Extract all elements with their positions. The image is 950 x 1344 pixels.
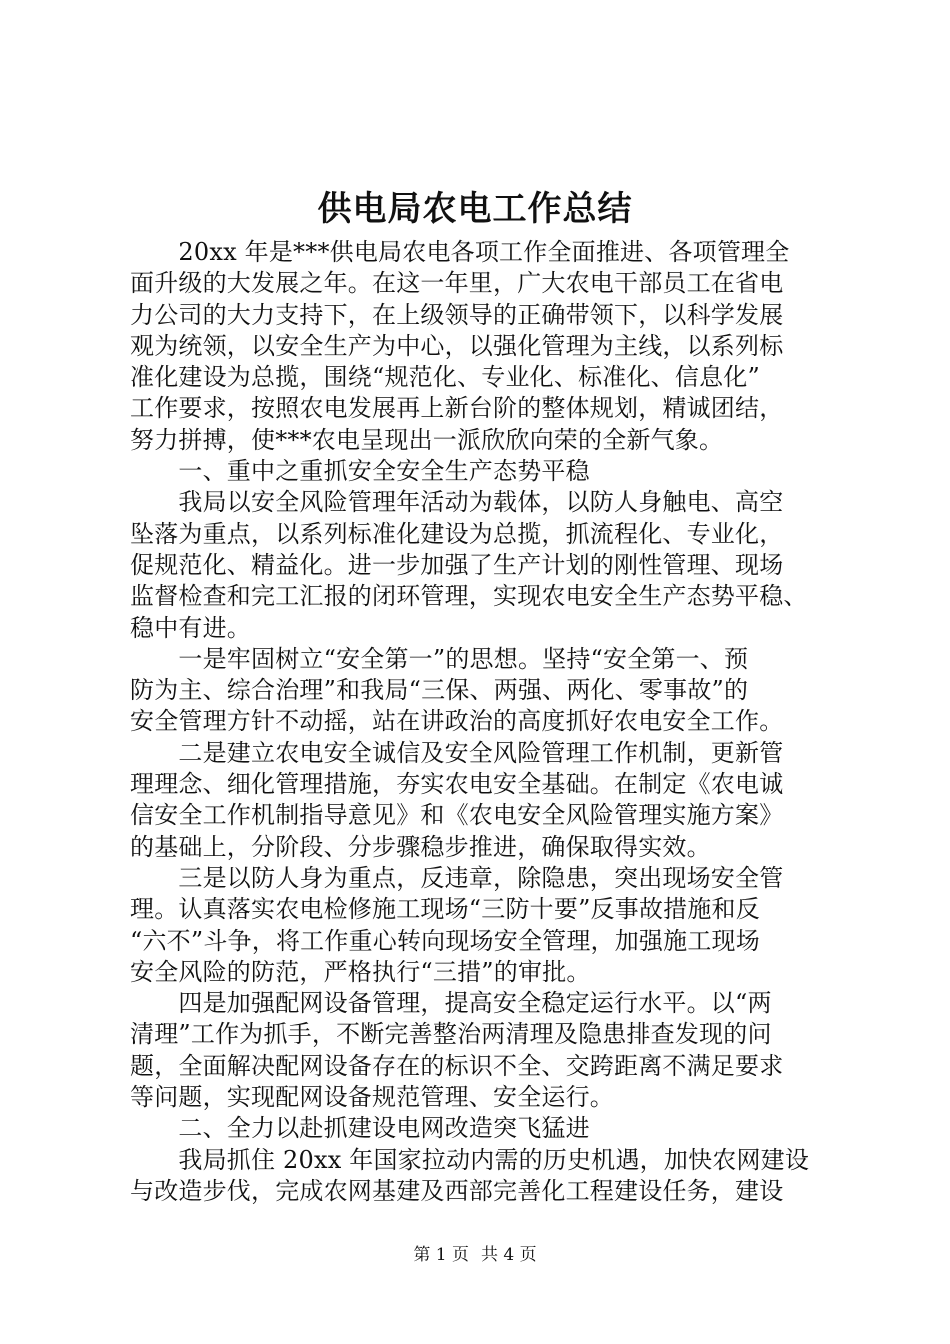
- text-line: 安全管理方针不动摇，站在讲政治的高度抓好农电安全工作。: [130, 707, 784, 736]
- text-line: 努力拼搏，使***农电呈现出一派欣欣向荣的全新气象。: [130, 425, 724, 454]
- text-line: 一、重中之重抓安全安全生产态势平稳: [130, 457, 590, 486]
- text-line: 促规范化、精益化。进一步加强了生产计划的刚性管理、现场: [130, 550, 784, 579]
- text-line: 准化建设为总揽，围绕“规范化、专业化、标准化、信息化”: [130, 363, 760, 392]
- text-line: 安全风险的防范，严格执行“三措”的审批。: [130, 957, 591, 986]
- text-line: 的基础上，分阶段、分步骤稳步推进，确保取得实效。: [130, 832, 711, 861]
- text-line: “六不”斗争，将工作重心转向现场安全管理，加强施工现场: [130, 926, 760, 955]
- text-line: 等问题，实现配网设备规范管理、安全运行。: [130, 1083, 614, 1112]
- text-line: 二、全力以赴抓建设电网改造突飞猛进: [130, 1114, 590, 1143]
- text-line: 二是建立农电安全诚信及安全风险管理工作机制，更新管: [130, 738, 784, 767]
- text-line: 面升级的大发展之年。在这一年里，广大农电干部员工在省电: [130, 269, 784, 298]
- text-line: 工作要求，按照农电发展再上新台阶的整体规划，精诚团结，: [130, 394, 784, 423]
- text-line: 信安全工作机制指导意见》和《农电安全风险管理实施方案》: [130, 801, 784, 830]
- text-line: 清理”工作为抓手，不断完善整治两清理及隐患排查发现的问: [130, 1020, 772, 1049]
- text-line: 理理念、细化管理措施，夯实农电安全基础。在制定《农电诚: [130, 770, 784, 799]
- document-body: [130, 237, 830, 1207]
- text-line: 防为主、综合治理”和我局“三保、两强、两化、零事故”的: [130, 676, 749, 705]
- page-number: 第 1 页: [413, 1245, 469, 1265]
- text-line: 四是加强配网设备管理，提高安全稳定运行水平。以“两: [130, 989, 772, 1018]
- text-line: 与改造步伐，完成农网基建及西部完善化工程建设任务，建设: [130, 1176, 784, 1205]
- text-line: 观为统领，以安全生产为中心，以强化管理为主线，以系列标: [130, 331, 784, 360]
- text-line: 一是牢固树立“安全第一”的思想。坚持“安全第一、预: [130, 644, 749, 673]
- text-line: 监督检查和完工汇报的闭环管理，实现农电安全生产态势平稳、: [130, 582, 808, 611]
- text-line: 稳中有进。: [130, 613, 251, 642]
- text-line: 我局以安全风险管理年活动为载体，以防人身触电、高空: [130, 488, 784, 517]
- page-total: 共 4 页: [481, 1245, 537, 1265]
- text-line: 三是以防人身为重点，反违章，除隐患，突出现场安全管: [130, 863, 784, 892]
- text-line: 坠落为重点，以系列标准化建设为总揽，抓流程化、专业化，: [130, 519, 784, 548]
- text-line: 题，全面解决配网设备存在的标识不全、交跨距离不满足要求: [130, 1051, 784, 1080]
- text-line: 20xx 年是***供电局农电各项工作全面推进、各项管理全: [130, 238, 790, 266]
- text-line: 我局抓住 20xx 年国家拉动内需的历史机遇，加快农网建设: [130, 1145, 810, 1174]
- text-line: 力公司的大力支持下，在上级领导的正确带领下，以科学发展: [130, 300, 784, 329]
- page-footer: [0, 1243, 950, 1267]
- document-title: 供电局农电工作总结: [317, 189, 633, 229]
- text-line: 理。认真落实农电检修施工现场“三防十要”反事故措施和反: [130, 895, 760, 924]
